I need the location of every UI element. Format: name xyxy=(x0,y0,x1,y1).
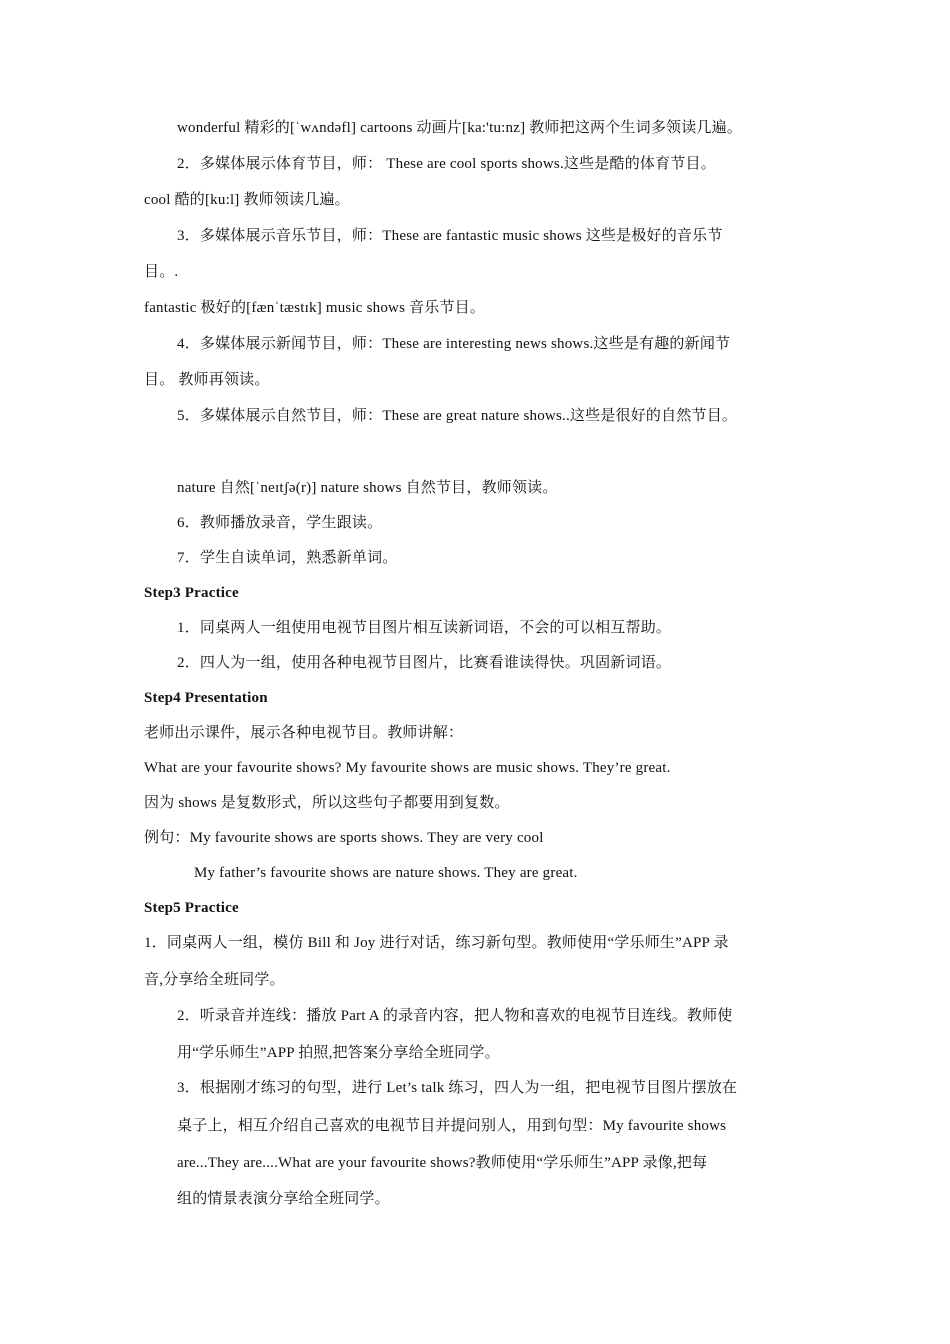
plural-note: 因为 shows 是复数形式，所以这些句子都要用到复数。 xyxy=(144,795,510,811)
vocab-nature: nature 自然[ˈneɪtʃə(r)] nature shows 自然节目，教师领读。 xyxy=(177,480,558,496)
step5-item-1: 1．同桌两人一组，模仿 Bill 和 Joy 进行对话，练习新句型。教师使用“学乐师生”APP 录 xyxy=(144,935,729,951)
step-item-4-news: 4．多媒体展示新闻节目，师：These are interesting news shows.这些是有趣的新闻节 xyxy=(177,336,731,352)
step-item-2-sports: 2．多媒体展示体育节目，师： These are cool sports shows.这些是酷的体育节目。 xyxy=(177,156,716,172)
step5-item-3: 3．根据刚才练习的句型，进行 Let’s talk 练习，四人为一组，把电视节目图片摆放在 xyxy=(177,1080,738,1096)
step5-item-2: 2．听录音并连线：播放 Part A 的录音内容，把人物和喜欢的电视节目连线。教师使 xyxy=(177,1008,733,1024)
step-item-7: 7．学生自读单词，熟悉新单词。 xyxy=(177,550,398,566)
step-item-3-music-cont: 目。. xyxy=(144,264,179,280)
heading-step3: Step3 Practice xyxy=(144,585,239,601)
step-item-3-music: 3．多媒体展示音乐节目，师：These are fantastic music shows 这些是极好的音乐节 xyxy=(177,228,723,244)
example-sentence-1: 例句：My favourite shows are sports shows. They are very cool xyxy=(144,830,544,846)
heading-step4: Step4 Presentation xyxy=(144,690,268,706)
step-item-4-news-cont: 目。 教师再领读。 xyxy=(144,372,270,388)
step5-item-3-cont-2: are...They are....What are your favourite shows?教师使用“学乐师生”APP 录像,把每 xyxy=(177,1155,708,1171)
step5-item-3-cont-1: 桌子上，相互介绍自己喜欢的电视节目并提问别人，用到句型：My favourite shows xyxy=(177,1118,727,1134)
heading-step5: Step5 Practice xyxy=(144,900,239,916)
step-item-6: 6．教师播放录音，学生跟读。 xyxy=(177,515,383,531)
step5-item-1-cont: 音,分享给全班同学。 xyxy=(144,972,285,988)
practice-item-1: 1．同桌两人一组使用电视节目图片相互读新词语，不会的可以相互帮助。 xyxy=(177,620,672,636)
presentation-intro: 老师出示课件，展示各种电视节目。教师讲解： xyxy=(144,725,464,741)
step5-item-2-cont: 用“学乐师生”APP 拍照,把答案分享给全班同学。 xyxy=(177,1045,500,1061)
vocab-fantastic: fantastic 极好的[fænˈtæstɪk] music shows 音乐节目。 xyxy=(144,300,486,316)
step-item-5-nature: 5．多媒体展示自然节目，师：These are great nature shows..这些是很好的自然节目。 xyxy=(177,408,738,424)
practice-item-2: 2．四人为一组，使用各种电视节目图片，比赛看谁读得快。巩固新词语。 xyxy=(177,655,672,671)
presentation-sentence: What are your favourite shows? My favourite shows are music shows. They’re great. xyxy=(144,760,671,776)
example-sentence-2: My father’s favourite shows are nature shows. They are great. xyxy=(194,865,578,881)
vocab-wonderful-cartoons: wonderful 精彩的[ˈwʌndəfl] cartoons 动画片[ka:'tu:nz] 教师把这两个生词多领读几遍。 xyxy=(177,120,743,136)
vocab-cool: cool 酷的[ku:l] 教师领读几遍。 xyxy=(144,192,350,208)
step5-item-3-cont-3: 组的情景表演分享给全班同学。 xyxy=(177,1191,390,1207)
